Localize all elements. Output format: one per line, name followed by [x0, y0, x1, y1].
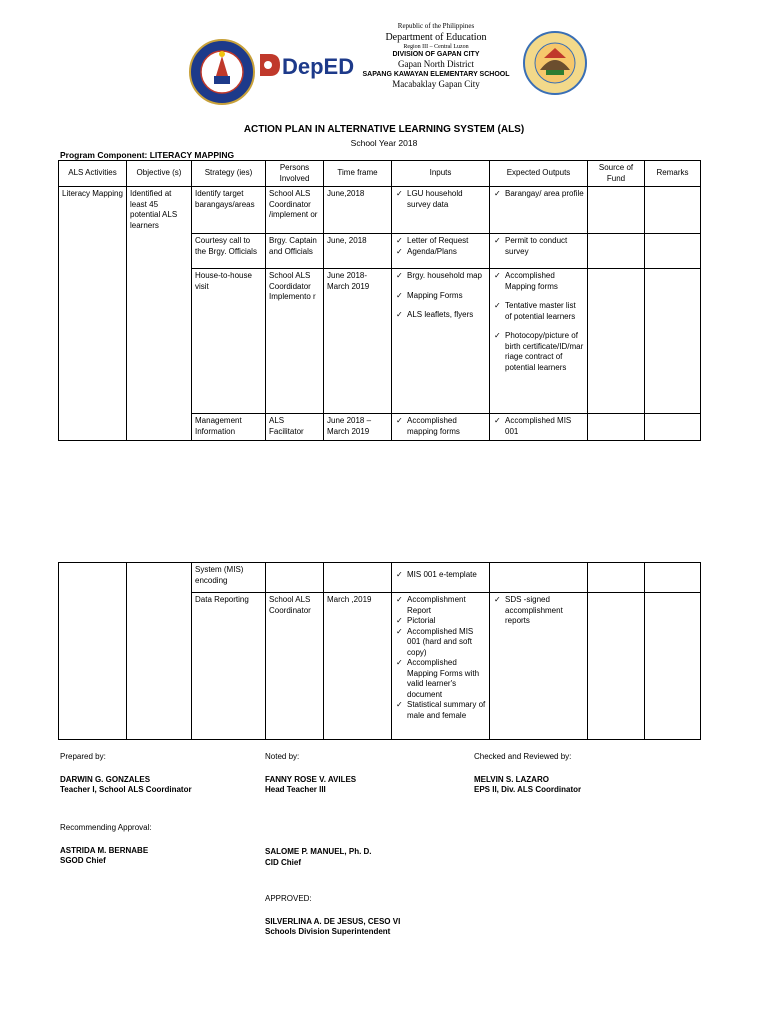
column-header: Objective (s)	[127, 161, 192, 187]
checklist-item: ✓ Accomplished MIS 001	[493, 416, 584, 437]
recommending-approval-block	[60, 823, 152, 867]
outputs-cell	[490, 593, 588, 740]
inputs-cell	[392, 563, 490, 593]
prepared-title: Teacher I, School ALS Coordinator	[60, 785, 192, 794]
checklist-item: ✓ Accomplished MIS 001 (hard and soft copy)	[395, 627, 486, 659]
objective-cell	[127, 563, 192, 740]
checklist-item: ✓ ALS leaflets, flyers	[395, 310, 486, 321]
region-line: Region III – Central Luzon	[403, 44, 469, 50]
outputs-cell	[490, 269, 588, 414]
column-header: Inputs	[392, 161, 490, 187]
checklist-item: ✓ Pictorial	[395, 616, 486, 627]
remarks-cell	[645, 269, 701, 414]
inputs-cell	[392, 269, 490, 414]
strategy-cell: Management Information	[192, 414, 266, 441]
outputs-cell	[490, 234, 588, 269]
checklist-item: ✓ Brgy. household map	[395, 271, 486, 282]
timeframe-cell: June 2018- March 2019	[324, 269, 392, 414]
table-row	[59, 187, 701, 234]
strategy-cell: Courtesy call to the Brgy. Officials	[192, 234, 266, 269]
strategy-cell: System (MIS) encoding	[192, 563, 266, 593]
remarks-cell	[645, 234, 701, 269]
fund-cell	[588, 187, 645, 234]
noted-title: Head Teacher III	[265, 785, 326, 794]
rec2-title: CID Chief	[265, 857, 301, 867]
inputs-cell	[392, 593, 490, 740]
prepared-label: Prepared by:	[60, 752, 106, 761]
checklist-item: ✓ Photocopy/picture of birth certificate/ID/mar riage contract of potential learners	[493, 331, 584, 373]
checklist-item: ✓ Accomplished mapping forms	[395, 416, 486, 437]
timeframe-cell: June,2018	[324, 187, 392, 234]
column-header: Source of Fund	[588, 161, 645, 187]
persons-cell: Brgy. Captain and Officials	[266, 234, 324, 269]
approved-block	[265, 894, 400, 938]
checklist-item: ✓ Barangay/ area profile	[493, 189, 584, 200]
district-line: Gapan North District	[398, 59, 474, 69]
rec2-name: SALOME P. MANUEL, Ph. D.	[265, 847, 372, 856]
checked-label: Checked and Reviewed by:	[474, 752, 572, 761]
remarks-cell	[645, 563, 701, 593]
checklist-item: ✓ Statistical summary of male and female	[395, 700, 486, 721]
action-plan-table	[58, 160, 701, 441]
remarks-cell	[645, 414, 701, 441]
timeframe-cell	[324, 563, 392, 593]
column-header: Expected Outputs	[490, 161, 588, 187]
approved-title: Schools Division Superintendent	[265, 927, 391, 936]
column-header: Persons Involved	[266, 161, 324, 187]
timeframe-cell: June, 2018	[324, 234, 392, 269]
fund-cell	[588, 563, 645, 593]
division-line: DIVISION OF GAPAN CITY	[392, 51, 480, 58]
activity-cell	[59, 563, 127, 740]
outputs-cell	[490, 187, 588, 234]
checklist-item: ✓ Agenda/Plans	[395, 247, 486, 258]
school-address: Macabaklay Gapan City	[392, 79, 480, 89]
noted-by-block	[265, 752, 356, 796]
column-header: Strategy (ies)	[192, 161, 266, 187]
inputs-cell	[392, 414, 490, 441]
school-seal-logo	[522, 30, 588, 96]
persons-cell: School ALS Coordidator Implemento r	[266, 269, 324, 414]
objective-cell: Identified at least 45 potential ALS learners	[127, 187, 192, 441]
program-component: Program Component: LITERACY MAPPING	[60, 150, 235, 160]
document-title: ACTION PLAN IN ALTERNATIVE LEARNING SYSTEM (ALS)	[243, 124, 525, 135]
division-seal-logo	[188, 38, 256, 106]
checklist-item: ✓ LGU household survey data	[395, 189, 486, 210]
action-plan-table-continued	[58, 562, 701, 740]
timeframe-cell: March ,2019	[324, 593, 392, 740]
inputs-cell	[392, 187, 490, 234]
column-header: ALS Activities	[59, 161, 127, 187]
outputs-cell	[490, 563, 588, 593]
strategy-cell: House-to-house visit	[192, 269, 266, 414]
checked-title: EPS II, Div. ALS Coordinator	[474, 785, 582, 794]
prepared-by-block	[60, 752, 192, 796]
checklist-item: ✓ MIS 001 e-template	[395, 570, 486, 581]
persons-cell: School ALS Coordinator /implement or	[266, 187, 324, 234]
remarks-cell	[645, 187, 701, 234]
persons-cell	[266, 563, 324, 593]
checklist-item: ✓ Letter of Request	[395, 236, 486, 247]
republic-line: Republic of the Philippines	[397, 22, 475, 30]
checklist-item: ✓ Permit to conduct survey	[493, 236, 584, 257]
department-line: Department of Education	[385, 32, 487, 43]
checklist-item: ✓ Accomplished Mapping forms	[493, 271, 584, 292]
approved-label: APPROVED:	[265, 894, 312, 903]
letterhead-text	[316, 22, 556, 90]
rec1-name: ASTRIDA M. BERNABE	[60, 845, 149, 855]
timeframe-cell: June 2018 – March 2019	[324, 414, 392, 441]
activity-cell: Literacy Mapping	[59, 187, 127, 441]
checked-by-block	[474, 752, 581, 796]
table-header-row	[59, 161, 701, 187]
recommending-label: Recommending Approval:	[60, 823, 152, 832]
fund-cell	[588, 234, 645, 269]
svg-text:DepED: DepED	[282, 54, 355, 79]
letterhead	[0, 0, 768, 110]
school-year: School Year 2018	[350, 138, 418, 148]
remarks-cell	[645, 593, 701, 740]
checklist-item: ✓ Tentative master list of potential learners	[493, 301, 584, 322]
checklist-item: ✓ Mapping Forms	[395, 291, 486, 302]
fund-cell	[588, 414, 645, 441]
checklist-item: ✓ Accomplished Mapping Forms with valid learner's document	[395, 658, 486, 700]
fund-cell	[588, 593, 645, 740]
checklist-item: ✓ Accomplishment Report	[395, 595, 486, 616]
checklist-item: ✓ SDS -signed accomplishment reports	[493, 595, 584, 627]
noted-label: Noted by:	[265, 752, 300, 761]
approved-name: SILVERLINA A. DE JESUS, CESO VI	[265, 916, 401, 926]
column-header: Time frame	[324, 161, 392, 187]
persons-cell: ALS Facilitator	[266, 414, 324, 441]
prepared-name: DARWIN G. GONZALES	[60, 774, 151, 784]
persons-cell: School ALS Coordinator	[266, 593, 324, 740]
strategy-cell: Identify target barangays/areas	[192, 187, 266, 234]
school-name: SAPANG KAWAYAN ELEMENTARY SCHOOL	[362, 71, 510, 78]
noted-name: FANNY ROSE V. AVILES	[265, 774, 357, 784]
checked-name: MELVIN S. LAZARO	[474, 774, 549, 784]
cid-chief-block	[265, 847, 372, 868]
fund-cell	[588, 269, 645, 414]
table-row	[59, 563, 701, 593]
strategy-cell: Data Reporting	[192, 593, 266, 740]
column-header: Remarks	[645, 161, 701, 187]
inputs-cell	[392, 234, 490, 269]
rec1-title: SGOD Chief	[60, 856, 106, 865]
outputs-cell	[490, 414, 588, 441]
